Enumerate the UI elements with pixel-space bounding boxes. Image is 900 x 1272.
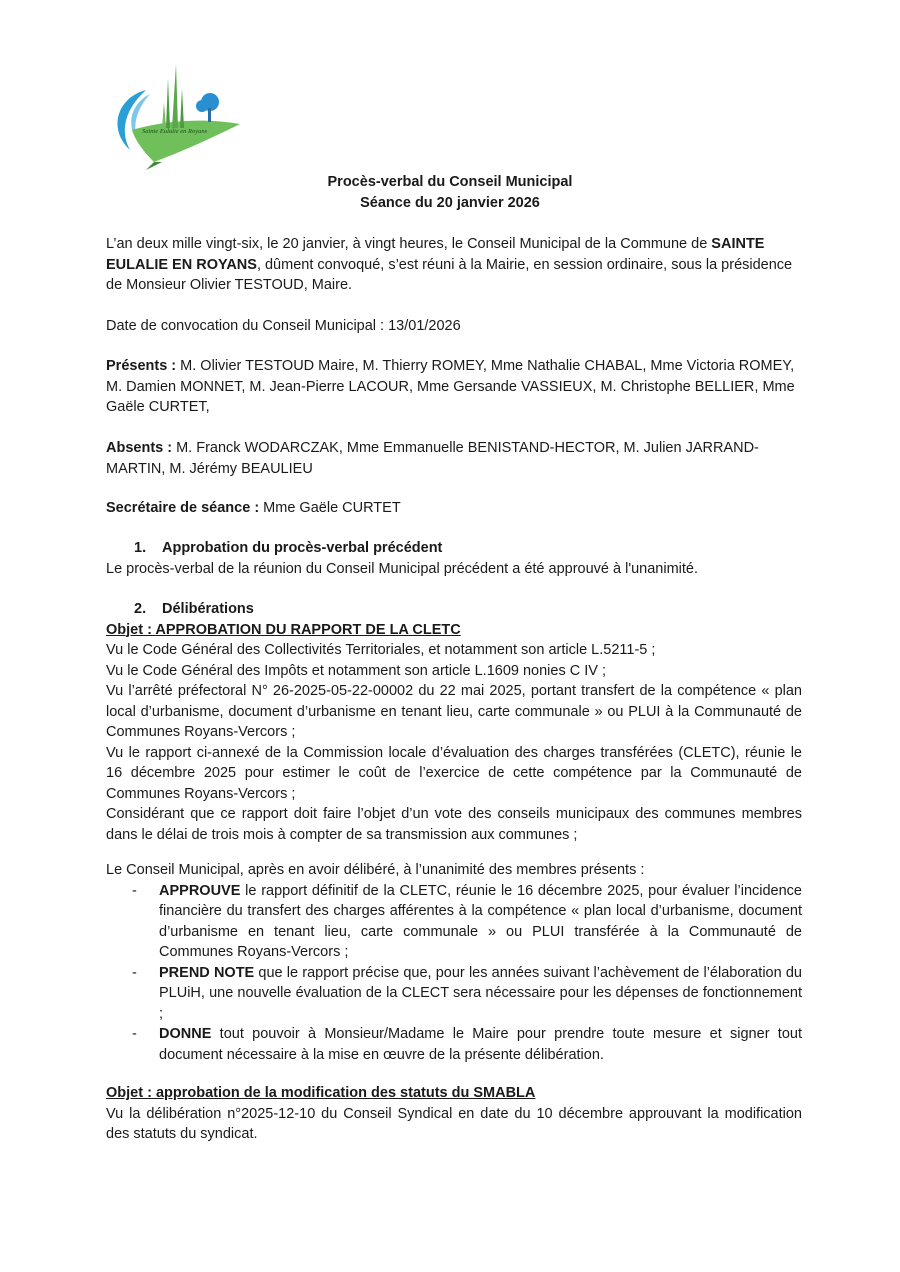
- objet-2-text: Vu la délibération n°2025-12-10 du Conseil Syndical en date du 10 décembre approuvant la modification des statuts du syndicat.: [106, 1105, 802, 1142]
- convocation-date: Date de convocation du Conseil Municipal : 13/01/2026: [106, 318, 461, 334]
- section-2-heading: 2. Délibérations: [134, 601, 254, 617]
- secretaire-paragraph: Secrétaire de séance : Mme Gaële CURTET: [106, 500, 401, 516]
- secretaire-label: Secrétaire de séance :: [106, 500, 260, 516]
- title-line-1: Procès-verbal du Conseil Municipal: [327, 174, 573, 190]
- intro-paragraph: L’an deux mille vingt-six, le 20 janvier, à vingt heures, le Conseil Municipal de la Commune de SAINTE EULALIE EN ROYANS, dûment convoqué, s’est réuni à la Mairie, en session ordinaire, sous la présidence de Monsieur Olivier TESTOUD, Maire.: [106, 236, 793, 293]
- presents-paragraph: Présents : M. Olivier TESTOUD Maire, M. Thierry ROMEY, Mme Nathalie CHABAL, Mme Victoria ROMEY, M. Damien MONNET, M. Jean-Pierre LACOUR, Mme Gersande VASSIEUX, M. Christophe BELLIER, Mme Gaële CURTET,: [106, 358, 795, 415]
- title-line-2: Séance du 20 janvier 2026: [360, 195, 540, 211]
- conseil-decision: [106, 860, 802, 1065]
- objet-2: [106, 1083, 802, 1145]
- commune-logo: [106, 58, 246, 173]
- commune-name: SAINTE EULALIE EN ROYANS: [106, 236, 765, 273]
- absents-label: Absents :: [106, 440, 173, 456]
- objet-2-title: Objet : approbation de la modification des statuts du SMABLA: [106, 1085, 536, 1101]
- conseil-intro: Le Conseil Municipal, après en avoir délibéré, à l’unanimité des membres présents :: [106, 862, 645, 878]
- objet-1-title: Objet : APPROBATION DU RAPPORT DE LA CLETC: [106, 621, 461, 638]
- absents-paragraph: Absents : M. Franck WODARCZAK, Mme Emmanuelle BENISTAND-HECTOR, M. Julien JARRAND-MARTIN, M. Jérémy BEAULIEU: [106, 440, 759, 477]
- section-1-text: Le procès-verbal de la réunion du Conseil Municipal précédent a été approuvé à l'unanimité.: [106, 560, 698, 577]
- visa-item: Vu le rapport ci-annexé de la Commission locale d’évaluation des charges transférées (CLETC), réunie le 16 décembre 2025 pour estimer le coût de l’exercice de cette compétence par la Communauté de Communes Royans-Vercors ;: [106, 744, 802, 802]
- decision-list: [106, 881, 802, 1066]
- decision-item: - DONNE tout pouvoir à Monsieur/Madame le Maire pour prendre toute mesure et signer tout document nécessaire à la mise en œuvre de la présente délibération.: [132, 1026, 802, 1063]
- decision-item: - APPROUVE le rapport définitif de la CLETC, réunie le 16 décembre 2025, pour évaluer l’incidence financière du transfert des charges afférentes à la compétence « plan local d’urbanisme, document d’urbanisme en tenant lieu, carte communale » ou PLUI transférée à la Communauté de Communes Royans-Vercors ;: [132, 882, 802, 960]
- visa-item: Vu le Code Général des Impôts et notamment son article L.1609 nonies C IV ;: [106, 662, 606, 679]
- visa-item: Considérant que ce rapport doit faire l’objet d’un vote des conseils municipaux des communes membres dans le délai de trois mois à compter de sa transmission aux communes ;: [106, 806, 802, 843]
- visa-item: Vu l’arrêté préfectoral N° 26-2025-05-22-00002 du 22 mai 2025, portant transfert de la compétence « plan local d’urbanisme, document d’urbanisme en tenant lieu, carte communale » ou PLUI à la Communauté de Communes Royans-Vercors ;: [106, 683, 802, 740]
- document-title: [0, 172, 900, 214]
- section-1-heading: 1. Approbation du procès-verbal précédent: [134, 540, 443, 556]
- section-1: [106, 538, 802, 579]
- logo-text: Sainte Eulalie en Royans: [142, 128, 208, 135]
- presents-label: Présents :: [106, 358, 177, 374]
- decision-item: - PREND NOTE que le rapport précise que, pour les années suivant l’achèvement de l’élaboration du PLUiH, une nouvelle évaluation de la CLECT sera nécessaire pour les dépenses de fonctionnement ;: [132, 964, 802, 1022]
- visa-item: Vu le Code Général des Collectivités Territoriales, et notamment son article L.5211-5 ;: [106, 642, 656, 658]
- objet-1-visas: [106, 640, 802, 845]
- section-2: [106, 599, 802, 845]
